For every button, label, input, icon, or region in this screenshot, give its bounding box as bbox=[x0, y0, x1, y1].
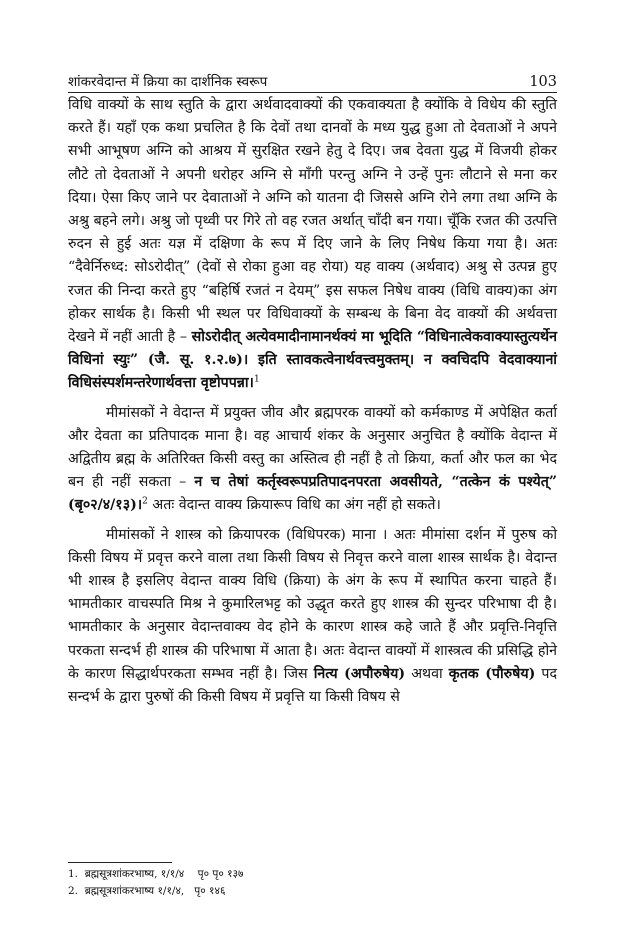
footnote-1: 1. ब्रह्मसूत्रशांकरभाष्य, १/१/४ पृ० पृ० १३७ bbox=[68, 868, 244, 880]
footnote-rule bbox=[68, 862, 172, 863]
paragraph-2-conclusion: अतः वेदान्त वाक्य क्रियारूप विधि का अंग नहीं हो सकते। bbox=[147, 497, 441, 514]
sanskrit-quote-1: सोऽरोदीत् अत्येवमादीनामानर्थक्यं मा भूदिति “विधिनात्वेकवाक्यास्तुत्यर्थेन विधिनां स्युः” (जै. सू. १.२.७)। इति स्तावकत्वेनार्थवत्त्वमुक्तम्। न क्वचिदपि वेदवाक्यानां विधिसंस्पर्शमन्तरेणार्थवत्ता वृष्टोपपन्ना। bbox=[68, 329, 557, 392]
paragraph-3 bbox=[68, 524, 557, 710]
footnote-ref-2: 2 bbox=[142, 496, 148, 507]
sanskrit-quote-2: न च तेषां कर्तृस्वरूपप्रतिपादनपरता अवसीयते, “तत्केन कं पश्येत्” (बृ०२/४/१३)। bbox=[68, 474, 557, 514]
paragraph-2-text: मीमांसकों ने वेदान्त में प्रयुक्त जीव और ब्रह्मपरक वाक्यों को कर्मकाण्ड में अपेक्षित कर्ता और देवता का प्रतिपादक माना है। वह आचार्य शंकर के अनुसार अनुचित है क्योंकि वेदान्त में अद्वितीय ब्रह्म के अतिरिक्त किसी वस्तु का अस्तित्व ही नहीं है तो क्रिया, कर्ता और फल का भेद बन ही नहीं सकता – bbox=[68, 404, 557, 491]
running-header bbox=[68, 66, 557, 90]
body-text bbox=[68, 94, 557, 709]
paragraph-3-tail: पद सन्दर्भ के द्वारा पुरुषों की किसी विषय में प्रवृत्ति या किसी विषय से bbox=[68, 665, 558, 706]
paragraph-3-connector: अथवा bbox=[405, 665, 449, 682]
footnote-ref-1: 1 bbox=[253, 374, 260, 385]
paragraph-1 bbox=[68, 94, 557, 396]
footnote-2: 2. ब्रह्मसूत्रशांकरभाष्य १/१/४, पृ० १४६ bbox=[68, 885, 226, 897]
header-rule bbox=[68, 92, 557, 93]
header-title: शांकरवेदान्त में क्रिया का दार्शनिक स्वरूप bbox=[68, 74, 268, 90]
page-number: 103 bbox=[529, 74, 557, 90]
paragraph-3-text: मीमांसकों ने शास्त्र को क्रियापरक (विधिपरक) माना । अतः मीमांसा दर्शन में पुरुष को किसी विषय में प्रवृत्त करने वाला तथा किसी विषय से निवृत्त करने वाला शास्त्र सार्थक है। वेदान्त भी शास्त्र है इसलिए वेदान्त वाक्य विधि (क्रिया) के अंग के रूप में स्थापित करना चाहते हैं। भामतीकार वाचस्पति मिश्र ने कुमारिलभट्ट को उद्धृत करते हुए शास्त्र की सुन्दर परिभाषा दी है। भामतीकार के अनुसार वेदान्तवाक्य वेद होने के कारण शास्त्र कहे जाते हैं और प्रवृत्ति-निवृत्ति परकता सन्दर्भ ही शास्त्र की परिभाषा में आता है। अतः वेदान्त वाक्यों में शास्त्रत्व की प्रसिद्धि होने के कारण सिद्धार्थपरकता सम्भव नहीं है। जिस bbox=[68, 526, 557, 682]
term-nitya: नित्य (अपौरुषेय) bbox=[313, 665, 406, 682]
footnotes bbox=[68, 866, 244, 900]
term-kritaka: कृतक (पौरुषेय) bbox=[448, 665, 536, 682]
paragraph-2 bbox=[68, 402, 557, 518]
paragraph-1-text: विधि वाक्यों के साथ स्तुति के द्वारा अर्थवादवाक्यों की एकवाक्यता है क्योंकि वे विधेय की स्तुति करते हैं। यहाँ एक कथा प्रचलित है कि देवों तथा दानवों के मध्य युद्ध हुआ तो देवताओं ने अपने सभी आभूषण अग्नि को आश्रय में सुरक्षित रखने हेतु दे दिए। जब देवता युद्ध में विजयी होकर लौटे तो देवताओं ने अपनी धरोहर अग्नि से माँगी परन्तु अग्नि ने उन्हें पुनः लौटाने से मना कर दिया। ऐसा किए जाने पर देवाताओं ने अग्नि को यातना दी जिससे अग्नि रोने लगा तथा अग्नि के अश्रु बहने लगे। अश्रु जो पृथ्वी पर गिरे तो वह रजत अर्थात् चाँदी बन गया। चूँकि रजत की उत्पत्ति रुदन से हुई अतः यज्ञ में दक्षिणा के रूप में दिए जाने के लिए निषेध किया गया है। अतः “दैवेर्निरुध्द: सोऽरोदीत्” (देवों से रोका हुआ वह रोया) यह वाक्य (अर्थवाद) अश्रु से उत्पन्न हुए रजत की निन्दा करते हुए “बहिर्षि रजतं न देयम्” इस सफल निषेध वाक्य (विधि वाक्य)का अंग होकर सार्थक है। किसी भी स्थल पर विधिवाक्यों के सम्बन्ध के बिना वेद वाक्यों की अर्थवत्ता देखने में नहीं आती है – bbox=[68, 97, 557, 346]
